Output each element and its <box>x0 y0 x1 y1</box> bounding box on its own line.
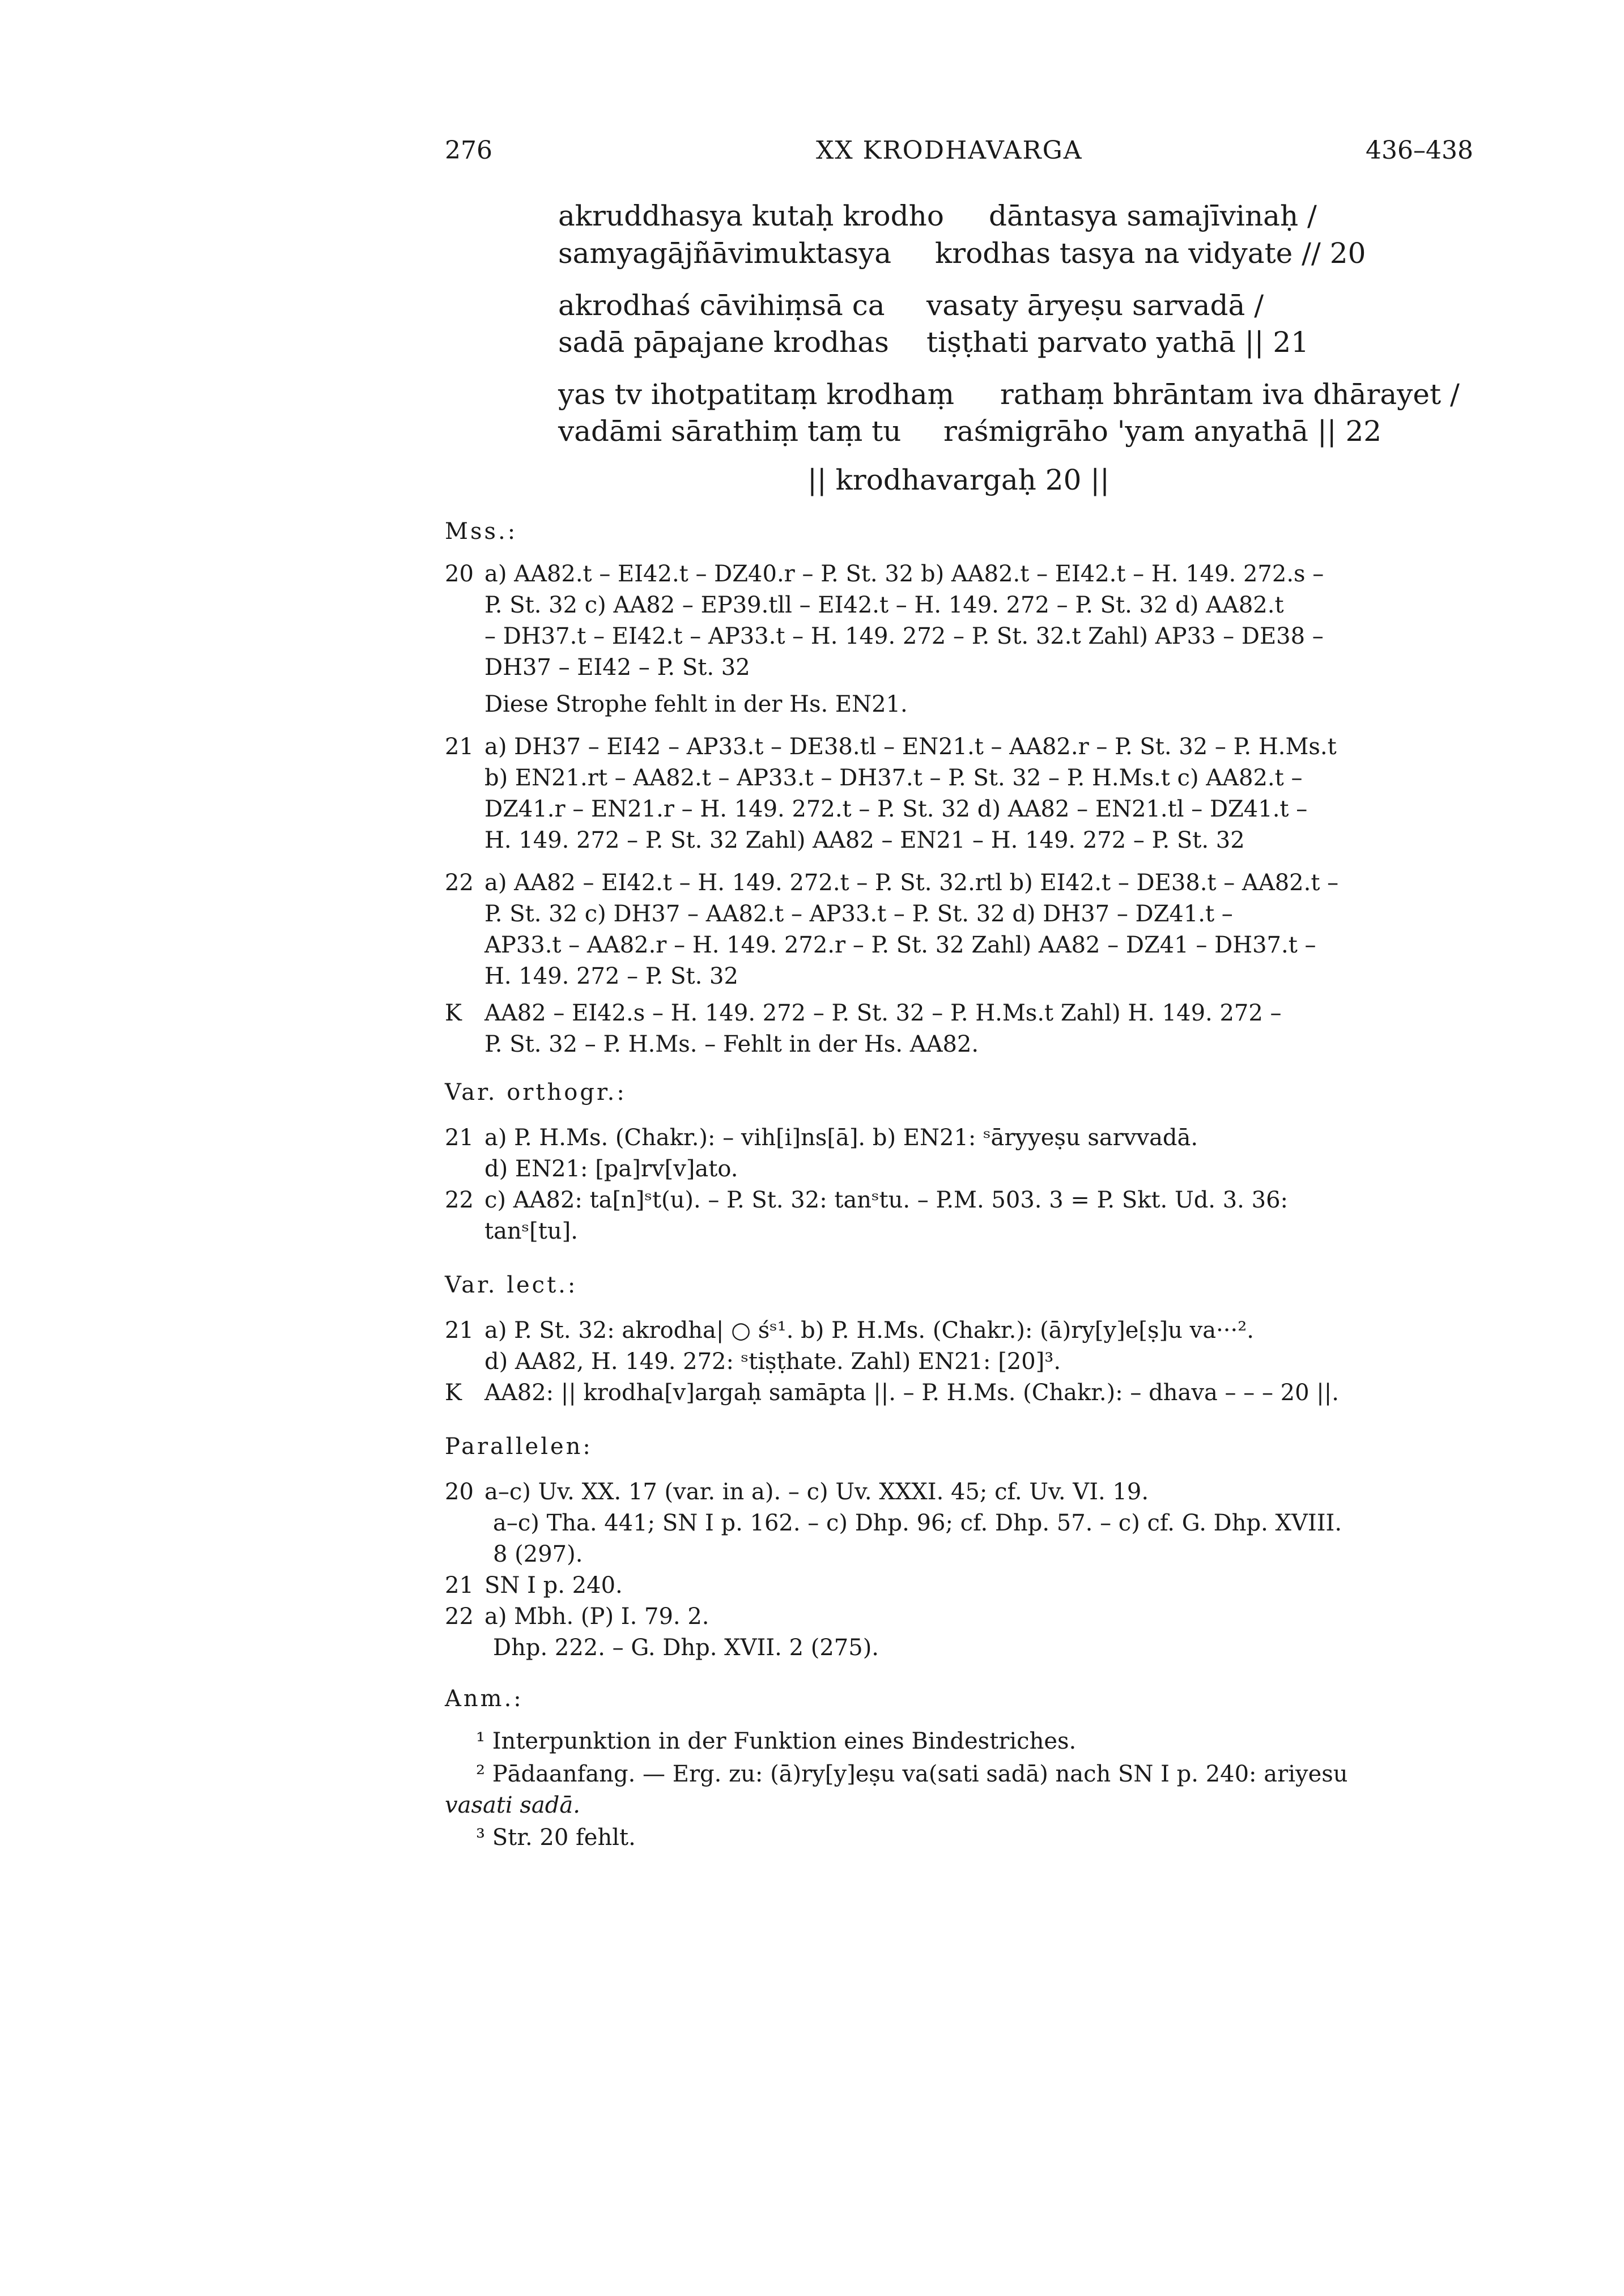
apparatus-line: DZ41.r – EN21.r – H. 149. 272.t – P. St. 32 d) AA82 – EN21.tl – DZ41.t – <box>484 796 1308 822</box>
apparatus-line: b) EN21.rt – AA82.t – AP33.t – DH37.t – P. St. 32 – P. H.Ms.t c) AA82.t – <box>484 765 1303 791</box>
footnote-2: ² Pādaanfang. — Erg. zu: (ā)ry[y]eṣu va(sati sadā) nach SN I p. 240: ariyesu <box>476 1761 1348 1787</box>
apparatus-line: H. 149. 272 – P. St. 32 Zahl) AA82 – EN21 – H. 149. 272 – P. St. 32 <box>484 827 1245 853</box>
apparatus-line: P. St. 32 c) DH37 – AA82.t – AP33.t – P. St. 32 d) DH37 – DZ41.t – <box>484 901 1233 927</box>
apparatus-line: a) AA82 – EI42.t – H. 149. 272.t – P. St. 32.rtl b) EI42.t – DE38.t – AA82.t – <box>484 870 1339 896</box>
section-heading-var-lect: Var. lect.: <box>445 1272 578 1298</box>
entry-number: 21 <box>445 734 474 760</box>
colophon: || krodhavargaḥ 20 || <box>807 464 1109 496</box>
verse-line: rathaṃ bhrāntam iva dhārayet / <box>1000 378 1460 411</box>
verse-line: tiṣṭhati parvato yathā || 21 <box>926 326 1309 359</box>
apparatus-line: AA82 – EI42.s – H. 149. 272 – P. St. 32 – P. H.Ms.t Zahl) H. 149. 272 – <box>484 1000 1282 1026</box>
apparatus-line: a) DH37 – EI42 – AP33.t – DE38.tl – EN21.t – AA82.r – P. St. 32 – P. H.Ms.t <box>484 734 1337 760</box>
section-heading-parallelen: Parallelen: <box>445 1434 593 1460</box>
footnote-3: ³ Str. 20 fehlt. <box>476 1825 636 1851</box>
apparatus-line: d) AA82, H. 149. 272: ˢtiṣṭhate. Zahl) EN21: [20]³. <box>484 1349 1061 1375</box>
footnote-2-continued: vasati sadā. <box>445 1792 580 1818</box>
verse-line: samyagājñāvimuktasya <box>558 237 892 270</box>
entry-number: 20 <box>445 561 474 587</box>
apparatus-line: a) AA82.t – EI42.t – DZ40.r – P. St. 32 b) AA82.t – EI42.t – H. 149. 272.s – <box>484 561 1324 587</box>
apparatus-line: 8 (297). <box>493 1541 583 1567</box>
apparatus-line: P. St. 32 – P. H.Ms. – Fehlt in der Hs. AA82. <box>484 1031 979 1057</box>
verse-line: vasaty āryeṣu sarvadā / <box>926 289 1264 322</box>
verse-line: krodhas tasya na vidyate // 20 <box>935 237 1366 270</box>
apparatus-line: – DH37.t – EI42.t – AP33.t – H. 149. 272 – P. St. 32.t Zahl) AP33 – DE38 – <box>484 623 1324 649</box>
section-heading-var-orthogr: Var. orthogr.: <box>445 1079 627 1106</box>
apparatus-note: Diese Strophe fehlt in der Hs. EN21. <box>484 691 908 717</box>
verse-line: yas tv ihotpatitaṃ krodhaṃ <box>558 378 955 411</box>
apparatus-line: c) AA82: ta[n]ˢt(u). – P. St. 32: tanˢtu. – P.M. 503. 3 = P. Skt. Ud. 3. 36: <box>484 1187 1288 1213</box>
apparatus-line: a) P. St. 32: akrodha| ○ śˢ¹. b) P. H.Ms. (Chakr.): (ā)ry[y]e[ṣ]u va···². <box>484 1317 1254 1343</box>
section-heading-anm: Anm.: <box>445 1686 524 1712</box>
verse-line: akrodhaś cāvihiṃsā ca <box>558 289 885 322</box>
entry-number: 21 <box>445 1125 474 1151</box>
apparatus-line: SN I p. 240. <box>484 1572 623 1598</box>
apparatus-line: DH37 – EI42 – P. St. 32 <box>484 654 750 681</box>
page-number: 276 <box>445 136 492 165</box>
apparatus-line: a–c) Tha. 441; SN I p. 162. – c) Dhp. 96; cf. Dhp. 57. – c) cf. G. Dhp. XVIII. <box>493 1510 1342 1536</box>
verse-line: dāntasya samajīvinaḥ / <box>989 199 1317 232</box>
entry-number: 20 <box>445 1479 474 1505</box>
section-heading-mss: Mss.: <box>445 518 518 545</box>
apparatus-line: a) Mbh. (P) I. 79. 2. <box>484 1604 709 1630</box>
apparatus-line: d) EN21: [pa]rv[v]ato. <box>484 1156 738 1182</box>
verse-line: raśmigrāho 'yam anyathā || 22 <box>943 415 1382 448</box>
apparatus-line: AP33.t – AA82.r – H. 149. 272.r – P. St. 32 Zahl) AA82 – DZ41 – DH37.t – <box>484 932 1316 958</box>
verse-line: vadāmi sārathiṃ taṃ tu <box>558 415 902 448</box>
running-title: XX KRODHAVARGA <box>816 136 1083 165</box>
footnote-1: ¹ Interpunktion in der Funktion eines Bindestriches. <box>476 1728 1077 1754</box>
entry-number: 22 <box>445 1187 474 1213</box>
entry-number: 21 <box>445 1572 474 1598</box>
apparatus-line: a–c) Uv. XX. 17 (var. in a). – c) Uv. XXXI. 45; cf. Uv. VI. 19. <box>484 1479 1149 1505</box>
entry-number: K <box>445 1000 462 1026</box>
entry-number: K <box>445 1380 462 1406</box>
apparatus-line: tanˢ[tu]. <box>484 1218 578 1244</box>
apparatus-line: Dhp. 222. – G. Dhp. XVII. 2 (275). <box>493 1635 879 1661</box>
entry-number: 22 <box>445 870 474 896</box>
apparatus-line: P. St. 32 c) AA82 – EP39.tll – EI42.t – H. 149. 272 – P. St. 32 d) AA82.t <box>484 592 1284 618</box>
apparatus-line: a) P. H.Ms. (Chakr.): – vih[i]ns[ā]. b) EN21: ˢāryyeṣu sarvvadā. <box>484 1125 1198 1151</box>
verse-line: akruddhasya kutaḥ krodho <box>558 199 944 232</box>
entry-number: 21 <box>445 1317 474 1343</box>
verse-range: 436–438 <box>1366 136 1473 165</box>
entry-number: 22 <box>445 1604 474 1630</box>
apparatus-line: H. 149. 272 – P. St. 32 <box>484 963 738 989</box>
apparatus-line: AA82: || krodha[v]argaḥ samāpta ||. – P. H.Ms. (Chakr.): – dhava – – – 20 ||. <box>484 1380 1339 1406</box>
verse-line: sadā pāpajane krodhas <box>558 326 889 359</box>
